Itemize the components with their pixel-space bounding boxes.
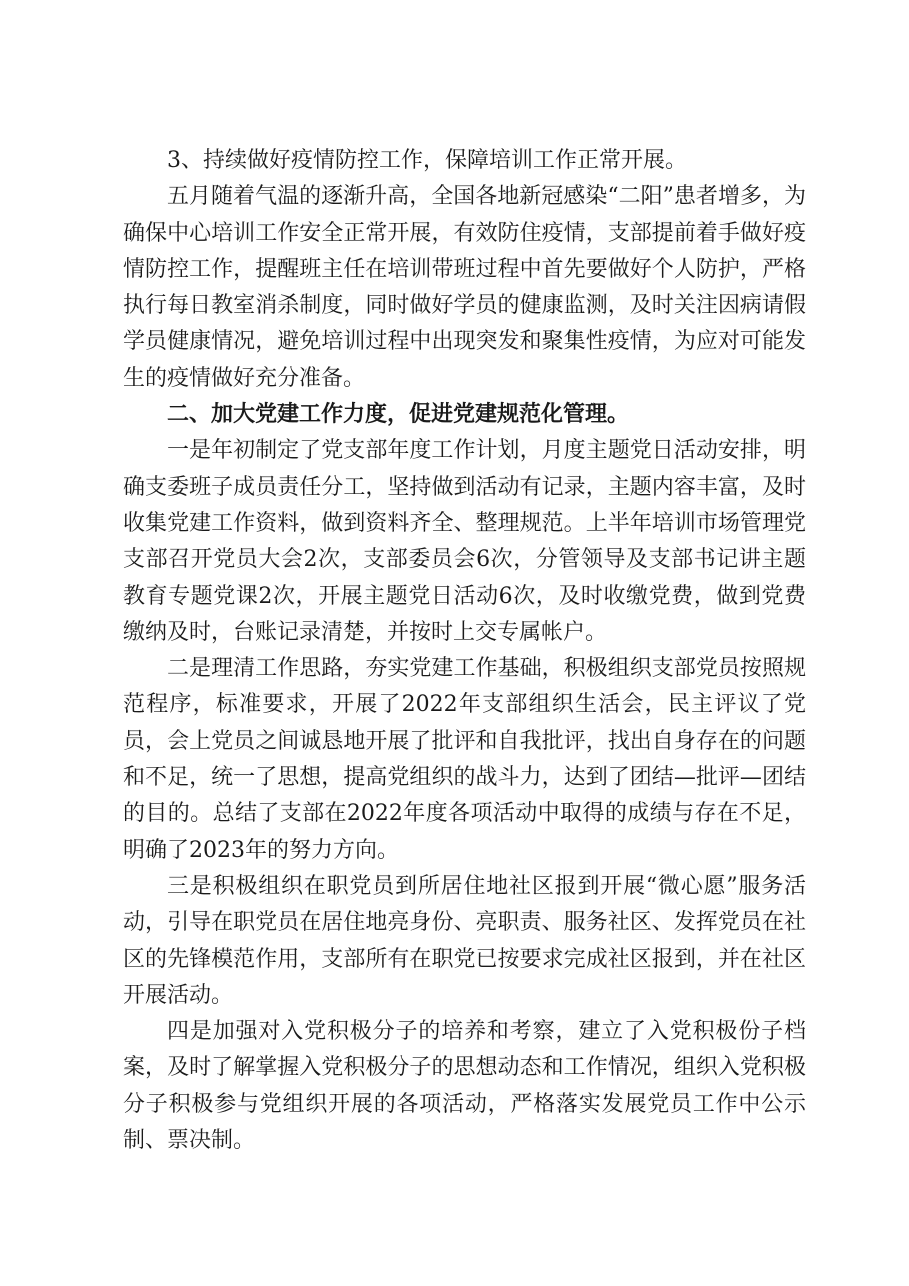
paragraph-point-two: 二是理清工作思路，夯实党建工作基础，积极组织支部党员按照规范程序，标准要求，开展了2022年支部组织生活会，民主评议了党员，会上党员之间诚恳地开展了批评和自我批评，找出自身存在的问题和不足，统一了思想，提高党组织的战斗力，达到了团结—批评—团结的目的。总结了支部在2022年度各项活动中取得的成绩与存在不足，明确了2023年的努力方向。 — [123, 656, 806, 863]
paragraph-point-one: 一是年初制定了党支部年度工作计划，月度主题党日活动安排，明确支委班子成员责任分工，坚持做到活动有记录，主题内容丰富，及时收集党建工作资料，做到资料齐全、整理规范。上半年培训市场管理党支部召开党员大会2次，支部委员会6次，分管领导及支部书记讲主题教育专题党课2次，开展主题党日活动6次，及时收缴党费，做到党费缴纳及时，台账记录清楚，并按时上交专属帐户。 — [123, 438, 806, 645]
section-heading-party-building: 二、加大党建工作力度，促进党建规范化管理。 — [167, 402, 630, 428]
paragraph-epidemic-body: 五月随着气温的逐渐升高，全国各地新冠感染“二阳”患者增多，为确保中心培训工作安全正常开展，有效防住疫情，支部提前着手做好疫情防控工作，提醒班主任在培训带班过程中首先要做好个人防护，严格执行每日教室消杀制度，同时做好学员的健康监测，及时关注因病请假学员健康情况，避免培训过程中出现突发和聚集性疫情，为应对可能发生的疫情做好充分准备。 — [123, 184, 806, 391]
document-body — [123, 143, 806, 1159]
paragraph-point-four: 四是加强对入党积极分子的培养和考察，建立了入党积极份子档案，及时了解掌握入党积极分子的思想动态和工作情况，组织入党积极分子积极参与党组织开展的各项活动，严格落实发展党员工作中公示制、票决制。 — [123, 1019, 806, 1154]
paragraph-point-three: 三是积极组织在职党员到所居住地社区报到开展“微心愿”服务活动，引导在职党员在居住地亮身份、亮职责、服务社区、发挥党员在社区的先锋模范作用，支部所有在职党已按要求完成社区报到，并在社区开展活动。 — [123, 873, 806, 1008]
paragraph-epidemic-title: 3、持续做好疫情防控工作，保障培训工作正常开展。 — [167, 148, 687, 173]
